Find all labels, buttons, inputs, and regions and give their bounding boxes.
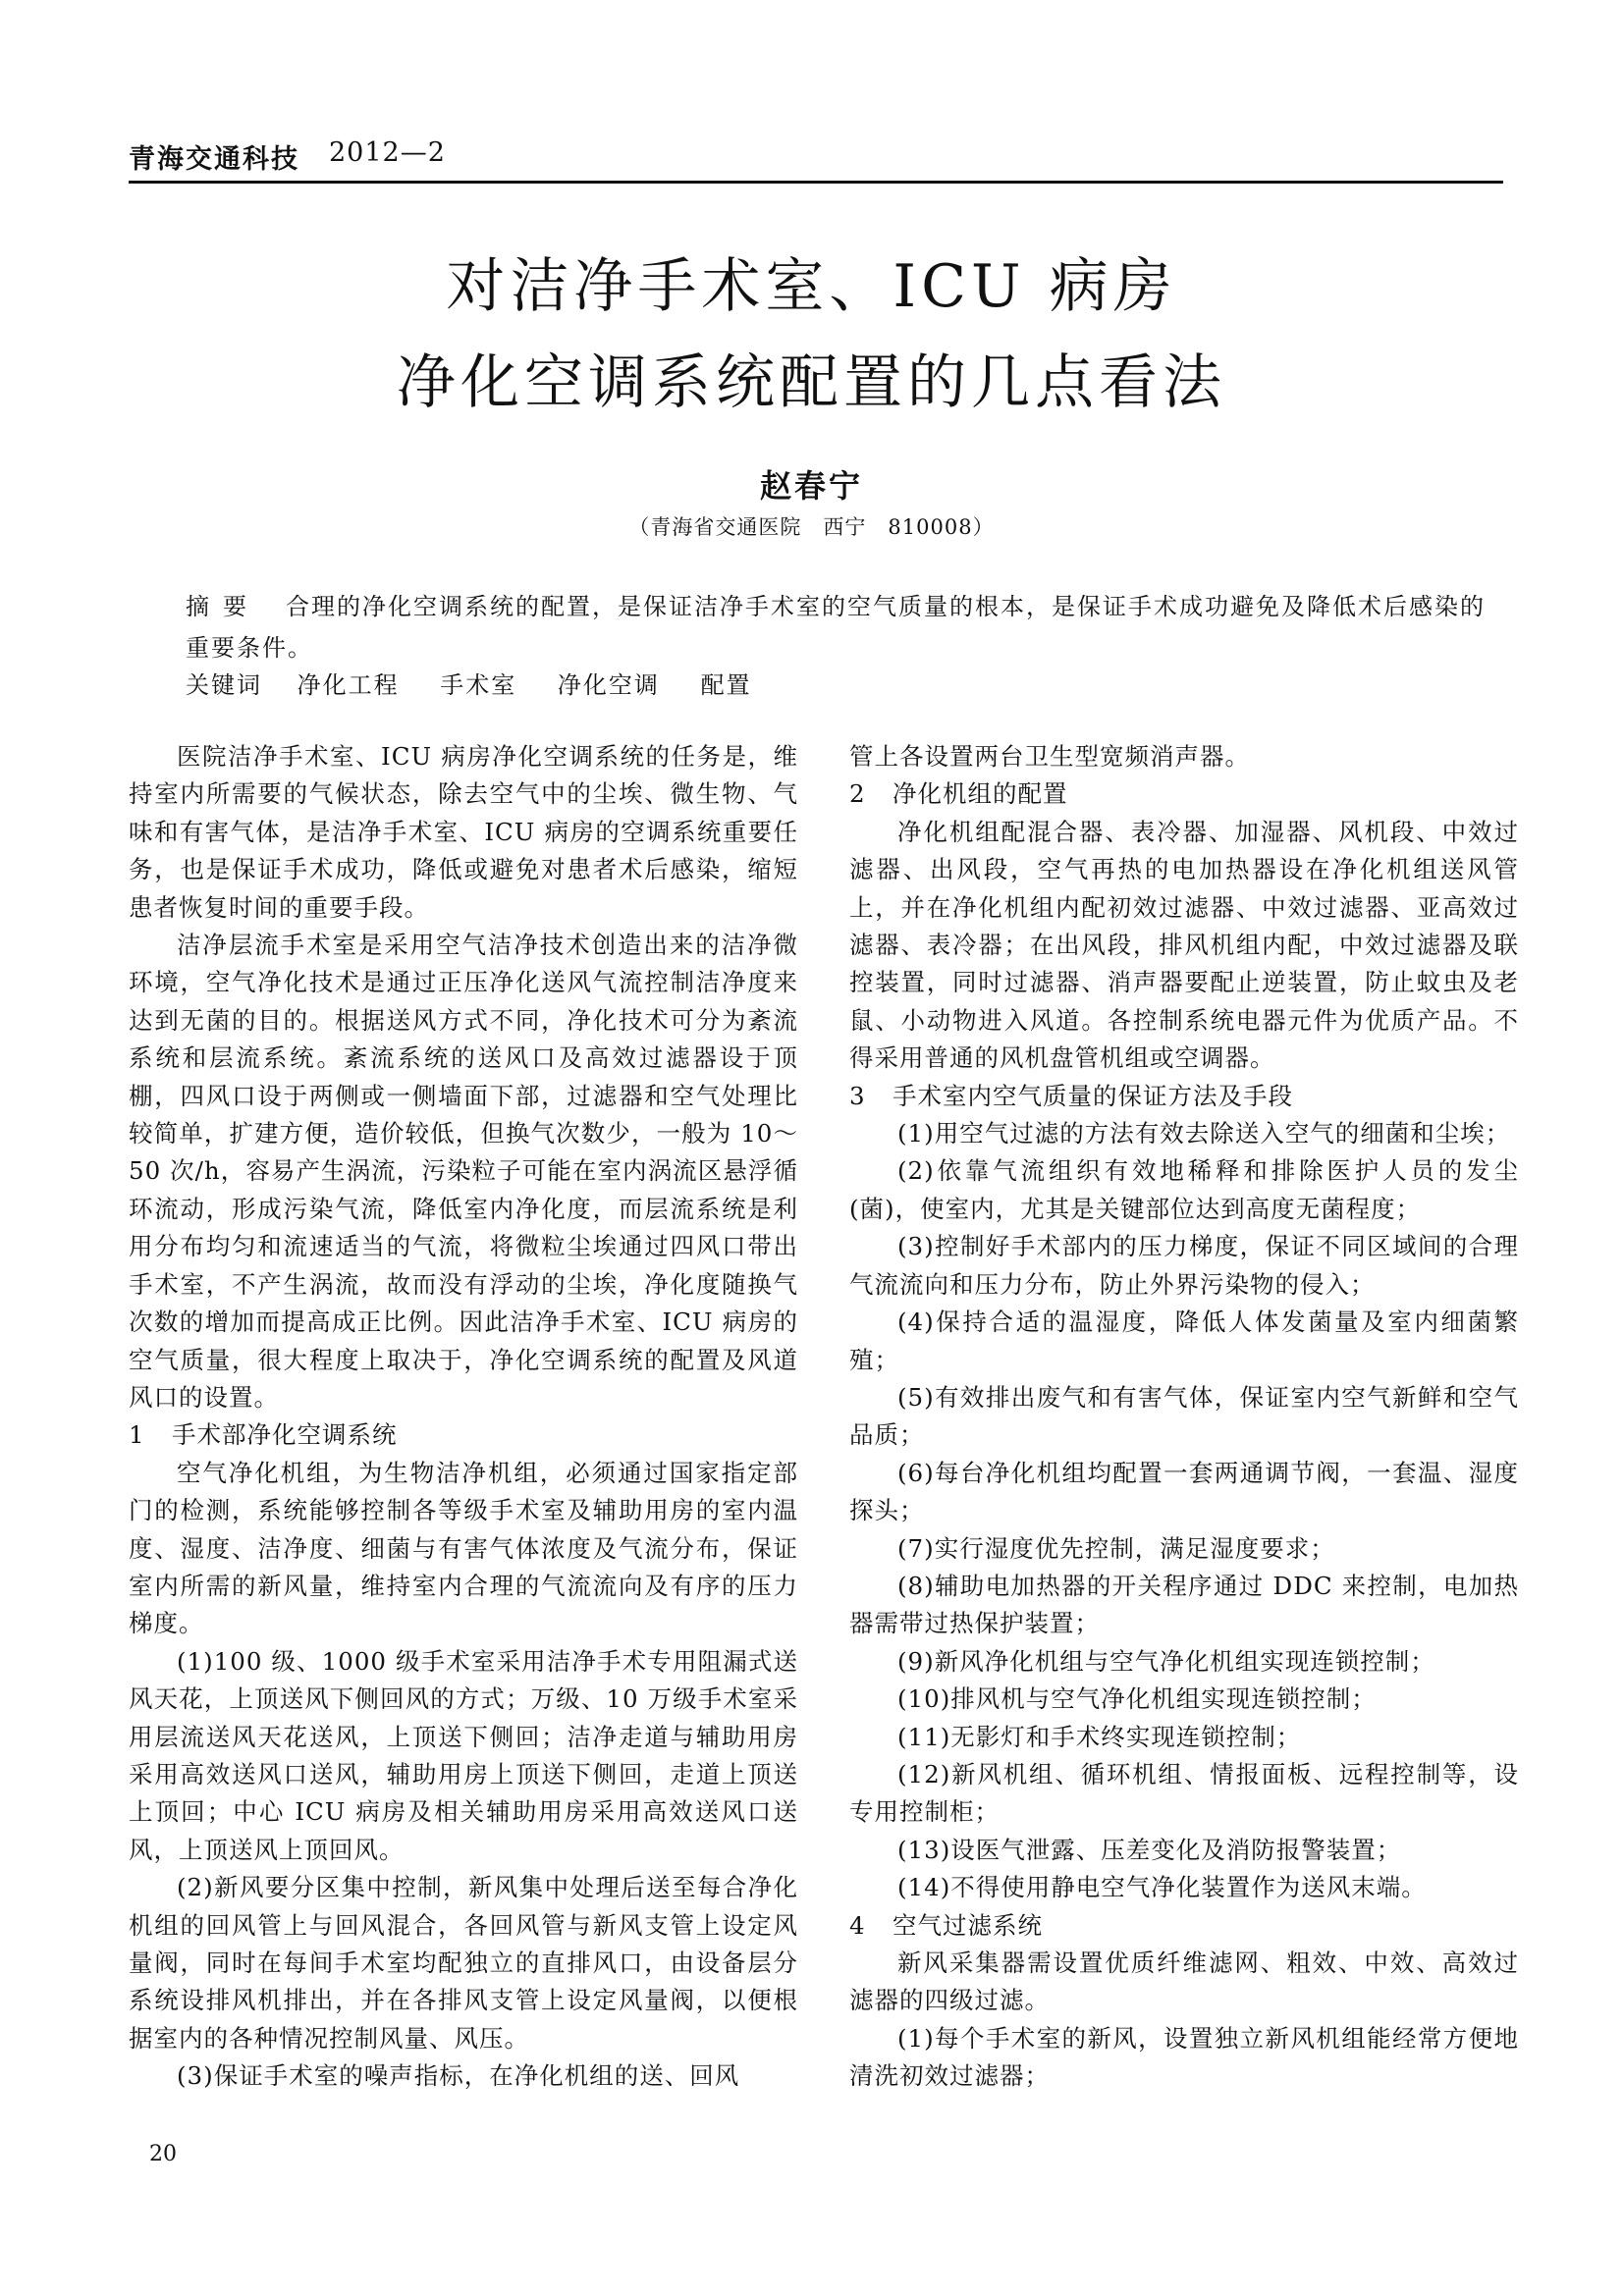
section-heading <box>849 1078 1519 1115</box>
list-item: (5)有效排出废气和有害气体，保证室内空气新鲜和空气品质； <box>849 1382 1519 1450</box>
author-name: 赵春宁 <box>759 467 863 505</box>
list-item: (6)每台净化机组均配置一套两通调节阀，一套温、湿度探头； <box>849 1458 1519 1525</box>
list-item: (9)新风净化机组与空气净化机组实现连锁控制； <box>897 1646 1435 1676</box>
section-number: 2 <box>849 779 866 809</box>
journal-name: 青海交通科技 <box>129 144 299 175</box>
article-title-line-1: 对洁净手术室、ICU 病房 <box>446 252 1177 321</box>
section-number: 3 <box>849 1081 866 1110</box>
section-title: 空气过滤系统 <box>893 1910 1043 1940</box>
body-paragraph: (1)每个手术室的新风，设置独立新风机组能经常方便地清洗初效过滤器； <box>849 2023 1519 2091</box>
page-number: 20 <box>149 2142 177 2166</box>
right-column <box>849 738 1519 2096</box>
list-item: (14)不得使用静电空气净化装置作为送风末端。 <box>897 1873 1427 1902</box>
list-item: (7)实行湿度优先控制，满足湿度要求； <box>897 1533 1335 1563</box>
abstract-block <box>186 586 1491 668</box>
body-paragraph: (1)100 级、1000 级手术室采用洁净手术专用阻漏式送风天花，上顶送风下侧回风的方式；万级、10 万级手术室采用层流送风天花送风，上顶送下侧回；洁净走道与辅助用房采用高效送风口送风，辅助用房上顶送下侧回，走道上顶送上顶回；中心 ICU 病房及相关辅助用房采用高效送风口送风，上顶送风上顶回风。 <box>129 1646 798 1864</box>
keywords-block <box>186 665 1491 706</box>
list-item: (12)新风机组、循环机组、情报面板、远程控制等，设专用控制柜； <box>849 1759 1519 1827</box>
section-number: 4 <box>849 1910 866 1940</box>
abstract-label: 摘要 <box>186 593 260 620</box>
list-item: (3)控制好手术部内的压力梯度，保证不同区域间的合理气流流向和压力分布，防止外界污染物的侵入； <box>849 1232 1519 1299</box>
header-divider <box>129 181 1503 184</box>
list-item: (2)依靠气流组织有效地稀释和排除医护人员的发尘(菌)，使室内，尤其是关键部位达到高度无菌程度； <box>849 1156 1519 1223</box>
body-paragraph: 净化机组配混合器、表冷器、加湿器、风机段、中效过滤器、出风段，空气再热的电加热器设在净化机组送风管上，并在净化机组内配初效过滤器、中效过滤器、亚高效过滤器、表冷器；在出风段，排风机组内配，中效过滤器及联控装置，同时过滤器、消声器要配止逆装置，防止蚊虫及老鼠、小动物进入风道。各控制系统电器元件为优质产品。不得采用普通的风机盘管机组或空调器。 <box>849 817 1519 1073</box>
list-item: (1)用空气过滤的方法有效去除送入空气的细菌和尘埃； <box>897 1119 1511 1148</box>
keyword: 手术室 <box>440 671 517 699</box>
section-heading <box>849 1907 1519 1945</box>
body-paragraph: 医院洁净手术室、ICU 病房净化空调系统的任务是，维持室内所需要的气候状态，除去空气中的尘埃、微生物、气味和有害气体，是洁净手术室、ICU 病房的空调系统重要任务，也是保证手术成功，降低或避免对患者术后感染，缩短患者恢复时间的重要手段。 <box>129 742 798 922</box>
keyword: 配置 <box>700 671 752 699</box>
section-number: 1 <box>129 1420 145 1450</box>
list-item: (11)无影灯和手术终实现连锁控制； <box>897 1722 1302 1751</box>
section-title: 手术部净化空调系统 <box>172 1420 398 1450</box>
section-heading <box>849 775 1519 813</box>
body-paragraph: 空气净化机组，为生物洁净机组，必须通过国家指定部门的检测，系统能够控制各等级手术室及辅助用房的室内温度、湿度、洁净度、细菌与有害气体浓度及气流分布，保证室内所需的新风量，维持室内合理的气流流向及有序的压力梯度。 <box>129 1458 798 1638</box>
keyword: 净化工程 <box>297 671 400 699</box>
section-title: 手术室内空气质量的保证方法及手段 <box>893 1081 1293 1110</box>
section-title: 净化机组的配置 <box>893 779 1068 809</box>
keyword: 净化空调 <box>557 671 660 699</box>
list-item: (4)保持合适的温湿度，降低人体发菌量及室内细菌繁殖； <box>849 1308 1519 1374</box>
list-item: (10)排风机与空气净化机组实现连锁控制； <box>897 1684 1377 1714</box>
left-column <box>129 738 798 2096</box>
list-item: (13)设医气泄露、压差变化及消防报警装置； <box>897 1835 1402 1864</box>
article-title-line-2: 净化空调系统配置的几点看法 <box>397 348 1226 417</box>
body-paragraph: (3)保证手术室的噪声指标，在净化机组的送、回风 <box>177 2061 740 2091</box>
issue-number: 2012—2 <box>329 137 446 168</box>
body-paragraph: 洁净层流手术室是采用空气洁净技术创造出来的洁净微环境，空气净化技术是通过正压净化送风气流控制洁净度来达到无菌的目的。根据送风方式不同，净化技术可分为紊流系统和层流系统。紊流系统的送风口及高效过滤器设于顶棚，四风口设于两侧或一侧墙面下部，过滤器和空气处理比较简单，扩建方便，造价较低，但换气次数少，一般为 10～50 次/h，容易产生涡流，污染粒子可能在室内涡流区悬浮循环流动，形成污染气流，降低室内净化度，而层流系统是利用分布均匀和流速适当的气流，将微粒尘埃通过四风口带出手术室，不产生涡流，故而没有浮动的尘埃，净化度随换气次数的增加而提高成正比例。因此洁净手术室、ICU 病房的空气质量，很大程度上取决于，净化空调系统的配置及风道风口的设置。 <box>129 931 798 1412</box>
body-paragraph-continued: 管上各设置两台卫生型宽频消声器。 <box>849 742 1250 771</box>
keywords-label: 关键词 <box>186 671 262 699</box>
section-heading <box>129 1416 798 1454</box>
list-item: (8)辅助电加热器的开关程序通过 DDC 来控制，电加热器需带过热保护装置； <box>849 1571 1519 1638</box>
body-paragraph: 新风采集器需设置优质纤维滤网、粗效、中效、高效过滤器的四级过滤。 <box>849 1949 1519 2015</box>
body-paragraph: (2)新风要分区集中控制，新风集中处理后送至每合净化机组的回风管上与回风混合，各回风管与新风支管上设定风量阀，同时在每间手术室均配独立的直排风口，由设备层分系统设排风机排出，并在各排风支管上设定风量阀，以便根据室内的各种情况控制风量、风压。 <box>129 1873 798 2053</box>
abstract-text: 合理的净化空调系统的配置，是保证洁净手术室的空气质量的根本，是保证手术成功避免及降低术后感染的重要条件。 <box>186 593 1486 662</box>
author-affiliation: （青海省交通医院 西宁 810008） <box>628 515 995 539</box>
